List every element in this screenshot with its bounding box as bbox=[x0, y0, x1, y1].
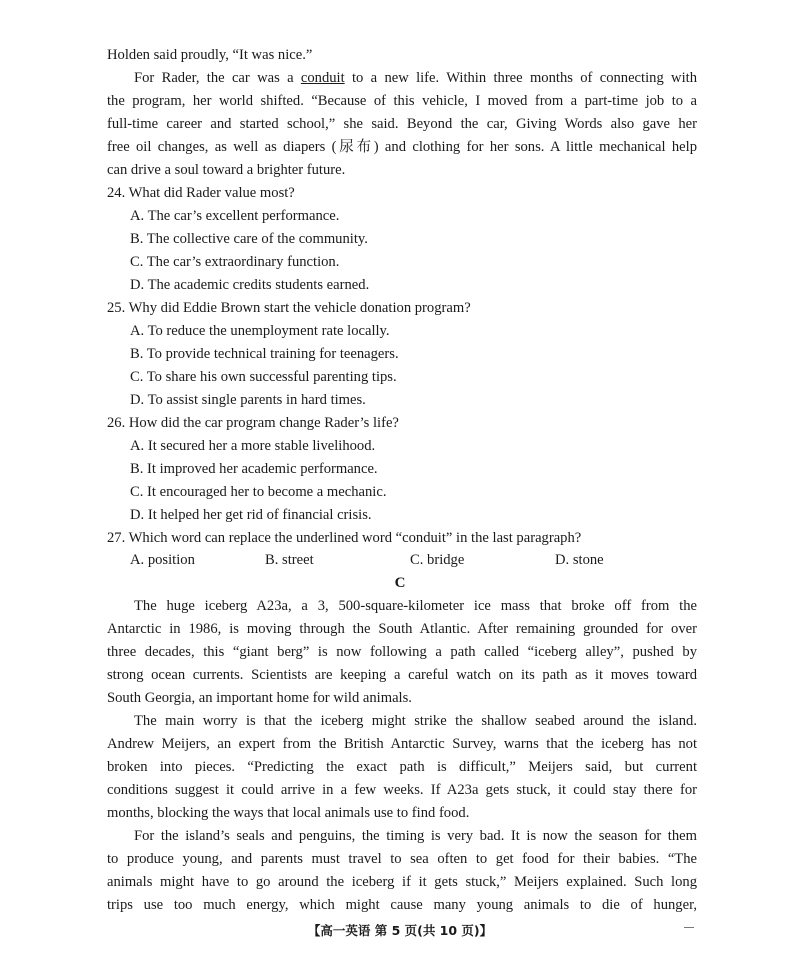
passage-line: The main worry is that the iceberg might strike the shallow seabed around the island. bbox=[134, 713, 697, 729]
answer-option: A. position bbox=[130, 552, 195, 568]
answer-option: A. To reduce the unemployment rate locally. bbox=[130, 323, 390, 339]
passage-line: broken into pieces. “Predicting the exact path is difficult,” Meijers said, but current bbox=[107, 759, 697, 775]
passage-line: conditions suggest it could arrive in a few weeks. If A23a gets stuck, it could stay there for bbox=[107, 782, 697, 798]
answer-option: B. The collective care of the community. bbox=[130, 231, 368, 247]
answer-options-row bbox=[130, 550, 650, 570]
passage-text: to a new life. Within three months of connecting with bbox=[344, 70, 697, 86]
page-footer: 【高一英语 第 5 页(共 10 页)】 bbox=[307, 923, 493, 938]
passage-line: strong ocean currents. Scientists are keeping a careful watch on its path as it moves toward bbox=[107, 667, 697, 683]
passage-line: animals might have to go around the iceberg if it gets stuck,” Meijers explained. Such long bbox=[107, 874, 697, 890]
passage-line: to produce young, and parents must travel to sea often to get food for their babies. “The bbox=[107, 851, 697, 867]
passage-line: trips use too much energy, which might cause many young animals to die of hunger, bbox=[107, 897, 697, 913]
answer-option: B. It improved her academic performance. bbox=[130, 461, 378, 477]
passage-line: full-time career and started school,” she said. Beyond the car, Giving Words also gave her bbox=[107, 116, 697, 132]
passage-line bbox=[134, 68, 697, 88]
answer-option: C. The car’s extraordinary function. bbox=[130, 254, 340, 270]
passage-line: Holden said proudly, “It was nice.” bbox=[107, 47, 313, 63]
section-heading: C bbox=[394, 575, 406, 591]
question-stem: 26. How did the car program change Rader’s life? bbox=[107, 415, 399, 431]
question-stem: 24. What did Rader value most? bbox=[107, 185, 295, 201]
question-stem: 27. Which word can replace the underlined word “conduit” in the last paragraph? bbox=[107, 530, 582, 546]
answer-option: D. stone bbox=[555, 552, 604, 568]
passage-line: Andrew Meijers, an expert from the British Antarctic Survey, warns that the iceberg has not bbox=[107, 736, 697, 752]
passage-line: For the island’s seals and penguins, the timing is very bad. It is now the season for them bbox=[134, 828, 697, 844]
passage-line: the program, her world shifted. “Because of this vehicle, I moved from a part-time job to a bbox=[107, 93, 697, 109]
passage-line: three decades, this “giant berg” is now following a path called “iceberg alley”, pushed by bbox=[107, 644, 697, 660]
answer-option: B. To provide technical training for teenagers. bbox=[130, 346, 399, 362]
answer-option: D. The academic credits students earned. bbox=[130, 277, 370, 293]
passage-line: months, blocking the ways that local animals use to find food. bbox=[107, 805, 470, 821]
answer-option: C. To share his own successful parenting tips. bbox=[130, 369, 397, 385]
answer-option: C. It encouraged her to become a mechanic. bbox=[130, 484, 387, 500]
footer-mark bbox=[684, 925, 694, 928]
answer-option: B. street bbox=[265, 552, 314, 568]
question-stem: 25. Why did Eddie Brown start the vehicle donation program? bbox=[107, 300, 471, 316]
underlined-word: conduit bbox=[300, 70, 345, 86]
answer-option: D. To assist single parents in hard times. bbox=[130, 392, 366, 408]
passage-line: Antarctic in 1986, is moving through the South Atlantic. After remaining grounded for over bbox=[107, 621, 697, 637]
answer-option: A. It secured her a more stable livelihood. bbox=[130, 438, 376, 454]
passage-line: can drive a soul toward a brighter future. bbox=[107, 162, 346, 178]
passage-text: For Rader, the car was a bbox=[134, 70, 301, 86]
answer-option: C. bridge bbox=[410, 552, 465, 568]
passage-line: free oil changes, as well as diapers (尿布) and clothing for her sons. A little mechanical help bbox=[107, 139, 697, 155]
passage-line: South Georgia, an important home for wild animals. bbox=[107, 690, 412, 706]
answer-option: D. It helped her get rid of financial crisis. bbox=[130, 507, 372, 523]
passage-line: The huge iceberg A23a, a 3, 500-square-kilometer ice mass that broke off from the bbox=[134, 598, 697, 614]
answer-option: A. The car’s excellent performance. bbox=[130, 208, 340, 224]
